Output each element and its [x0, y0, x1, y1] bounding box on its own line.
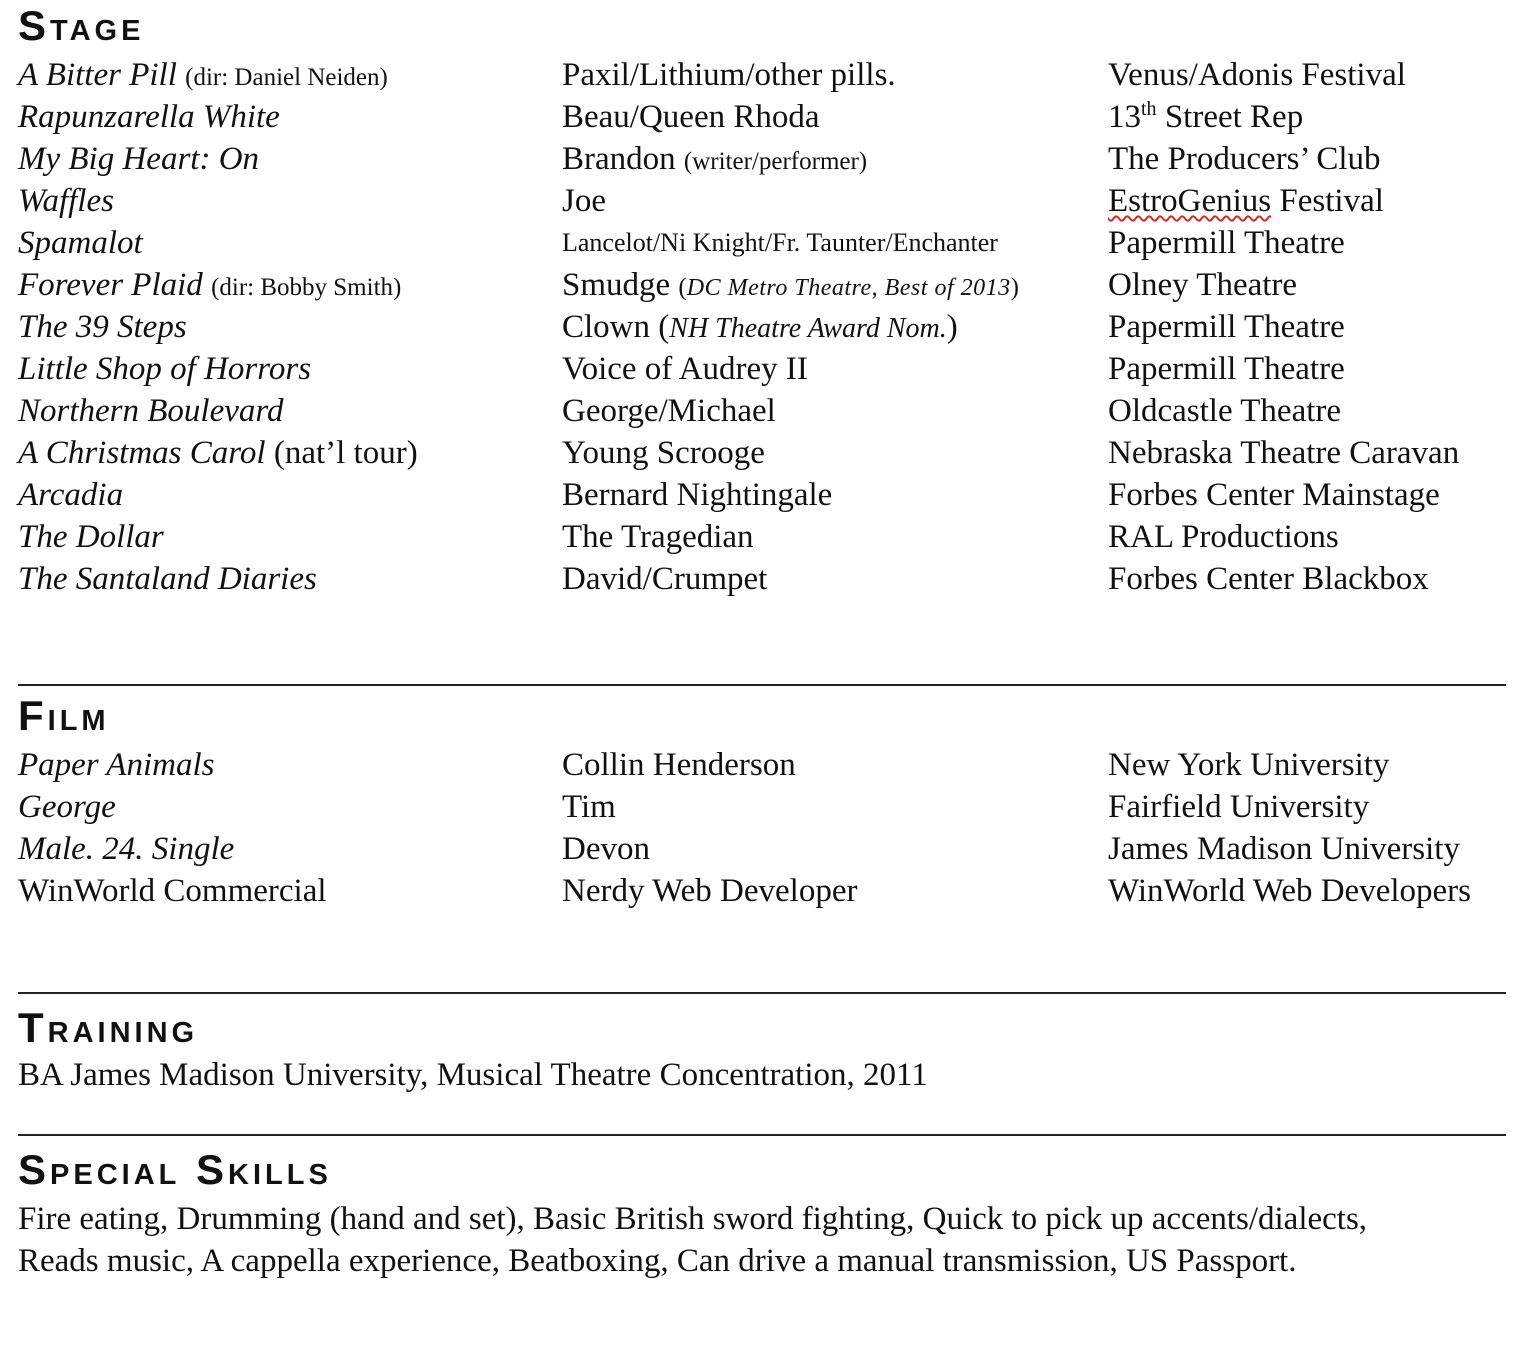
skills-line-2: Reads music, A cappella experience, Beatboxing, Can drive a manual transmission, US Passport.: [18, 1243, 1297, 1279]
stage-title: Forever Plaid (dir: Bobby Smith): [18, 267, 402, 303]
stage-role: Voice of Audrey II: [562, 351, 808, 387]
training-heading: Training: [18, 1004, 199, 1051]
skills-line-1: Fire eating, Drumming (hand and set), Basic British sword fighting, Quick to pick up accents/dialects,: [18, 1201, 1368, 1237]
stage-title: The Dollar: [18, 519, 164, 555]
section-divider: [18, 684, 1506, 686]
stage-role: George/Michael: [562, 393, 776, 429]
stage-title: My Big Heart: On: [18, 141, 260, 177]
stage-venue: Olney Theatre: [1108, 267, 1298, 303]
film-title: Paper Animals: [18, 747, 215, 783]
stage-venue: EstroGenius Festival: [1108, 183, 1384, 219]
spellcheck-flagged-word: EstroGenius: [1108, 183, 1272, 219]
stage-table: [18, 54, 1518, 600]
film-title: George: [18, 789, 116, 825]
film-role: Collin Henderson: [562, 747, 796, 783]
stage-title: Arcadia: [18, 477, 124, 513]
stage-venue: Oldcastle Theatre: [1108, 393, 1342, 429]
film-role: Nerdy Web Developer: [562, 873, 858, 909]
section-divider: [18, 1134, 1506, 1136]
stage-venue: 13th Street Rep: [1108, 98, 1304, 135]
film-role: Tim: [562, 789, 616, 825]
stage-venue: RAL Productions: [1108, 519, 1339, 555]
stage-role: Clown (NH Theatre Award Nom.): [562, 309, 958, 345]
stage-role: The Tragedian: [562, 519, 754, 555]
stage-title: A Christmas Carol (nat’l tour): [18, 435, 418, 471]
stage-venue: Papermill Theatre: [1108, 225, 1345, 261]
stage-venue: Nebraska Theatre Caravan: [1108, 435, 1460, 471]
stage-venue: Forbes Center Blackbox: [1108, 561, 1429, 597]
film-venue: James Madison University: [1108, 831, 1460, 867]
stage-role: Joe: [562, 183, 606, 219]
stage-title: The Santaland Diaries: [18, 561, 317, 597]
stage-heading: Stage: [18, 2, 145, 49]
stage-role: Brandon (writer/performer): [562, 141, 868, 177]
stage-title: Little Shop of Horrors: [18, 351, 312, 387]
film-venue: Fairfield University: [1108, 789, 1370, 825]
stage-role: Paxil/Lithium/other pills.: [562, 57, 896, 93]
film-venue: New York University: [1108, 747, 1390, 783]
stage-title: Waffles: [18, 183, 114, 219]
stage-role: Bernard Nightingale: [562, 477, 833, 513]
section-divider: [18, 992, 1506, 994]
stage-title: Rapunzarella White: [18, 99, 280, 135]
film-role: Devon: [562, 831, 650, 867]
stage-venue: Forbes Center Mainstage: [1108, 477, 1440, 513]
stage-role: Beau/Queen Rhoda: [562, 99, 820, 135]
stage-role: David/Crumpet: [562, 561, 768, 597]
stage-title: A Bitter Pill (dir: Daniel Neiden): [18, 57, 388, 93]
stage-venue: Papermill Theatre: [1108, 309, 1345, 345]
film-title: Male. 24. Single: [18, 831, 235, 867]
stage-title: Spamalot: [18, 225, 143, 261]
stage-role: Young Scrooge: [562, 435, 765, 471]
stage-role: Smudge (DC Metro Theatre, Best of 2013): [562, 267, 1019, 303]
training-text: BA James Madison University, Musical Theatre Concentration, 2011: [18, 1057, 928, 1093]
film-title: WinWorld Commercial: [18, 873, 327, 909]
resume-page: [18, 0, 1518, 1282]
stage-venue: Venus/Adonis Festival: [1108, 57, 1406, 93]
stage-title: Northern Boulevard: [18, 393, 284, 429]
skills-heading: Special Skills: [18, 1146, 332, 1193]
stage-venue: The Producers’ Club: [1108, 141, 1381, 177]
stage-role: Lancelot/Ni Knight/Fr. Taunter/Enchanter: [562, 228, 998, 257]
stage-venue: Papermill Theatre: [1108, 351, 1345, 387]
film-venue: WinWorld Web Developers: [1108, 873, 1471, 909]
film-heading: Film: [18, 692, 110, 739]
stage-title: The 39 Steps: [18, 309, 187, 345]
film-table: [18, 744, 1518, 912]
